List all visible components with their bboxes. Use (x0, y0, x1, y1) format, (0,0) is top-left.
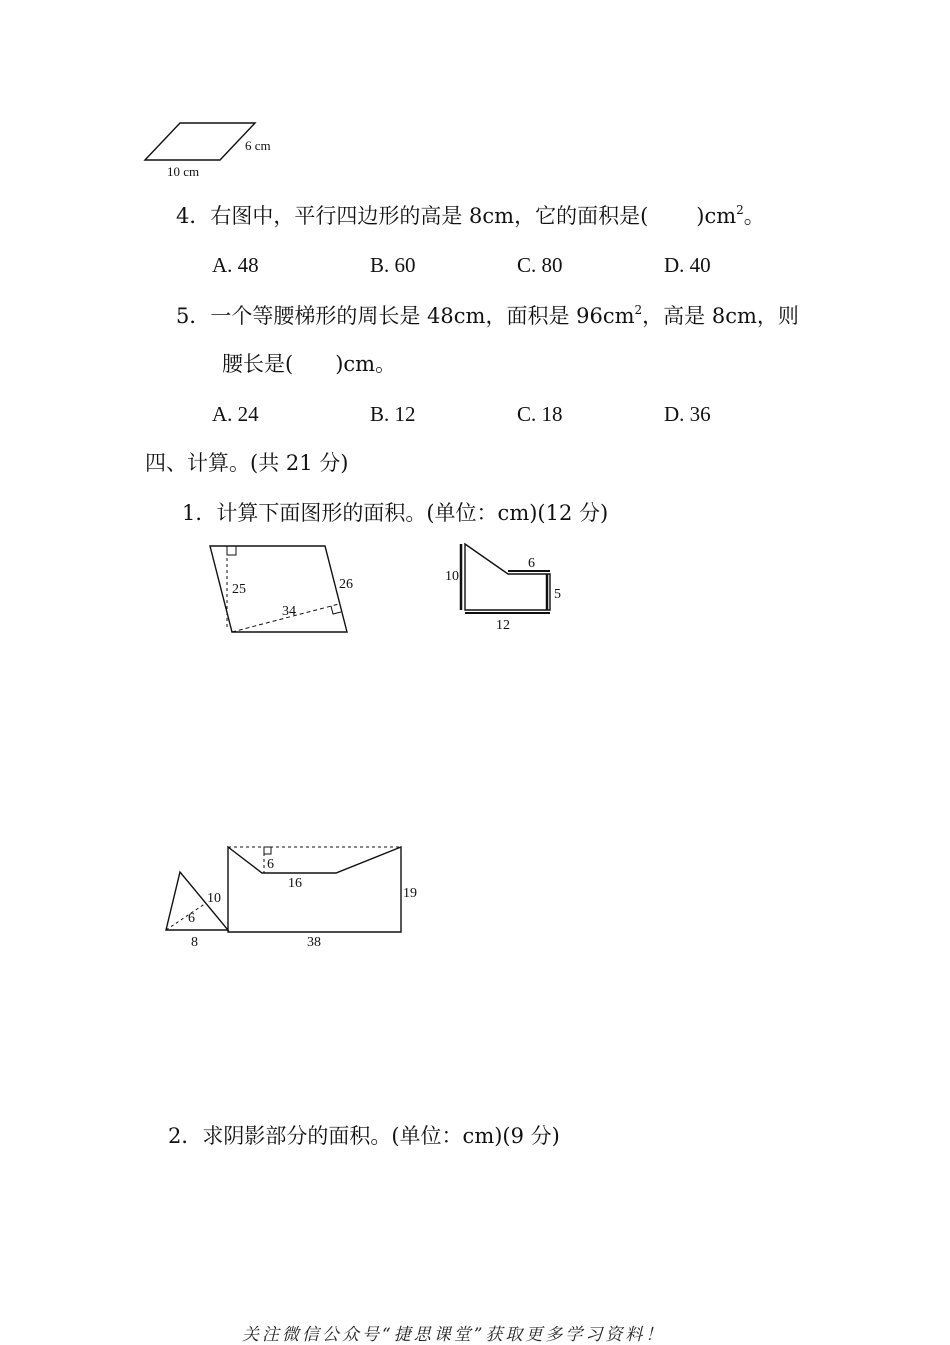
figure-c-notch-width-label: 16 (288, 876, 302, 891)
question-4-number: 4． (176, 204, 211, 228)
q4-option-c: C. 80 (517, 253, 563, 277)
figure-b-top-label: 6 (528, 556, 535, 571)
question-4-unit: )cm (696, 204, 737, 228)
figure-b-bottom-label: 12 (496, 618, 510, 633)
figure-a-shape (210, 546, 347, 632)
figure-a-parallelogram (205, 540, 360, 640)
question-5-line2-before: 腰长是( (222, 352, 294, 376)
figure-c-notch-depth-label: 6 (267, 857, 274, 872)
question-4-text: 右图中，平行四边形的高是 8cm，它的面积是( (210, 204, 649, 228)
figure-b-right-label: 5 (554, 587, 561, 602)
figure-c-tri-base-label: 8 (191, 935, 198, 950)
parallelogram-shape (145, 123, 255, 160)
footer-note: 关注微信公众号“捷思课堂”获取更多学习资料！ (242, 1325, 666, 1345)
q5-option-d: D. 36 (664, 402, 711, 426)
question-5-sup: 2 (634, 303, 643, 317)
figure-b-left-label: 10 (445, 569, 459, 584)
q4-option-a: A. 48 (212, 253, 259, 277)
figure-c-rect-height-label: 19 (403, 886, 417, 901)
question-4-end: 。 (743, 204, 765, 228)
side-label: 6 cm (245, 138, 271, 153)
q5-option-b: B. 12 (370, 402, 416, 426)
question-4 (176, 204, 765, 227)
question-5-line2-after: )cm。 (335, 352, 397, 376)
figure-b-composite (440, 538, 570, 638)
figure-c-notch-right-angle (264, 847, 271, 854)
figure-c-tri-height-label: 6 (188, 911, 195, 926)
section-4-title: 四、计算。(共 21 分) (145, 451, 349, 475)
figure-a-right-angle-top (227, 546, 236, 555)
figure-a-side-label: 26 (339, 577, 353, 592)
base-label: 10 cm (167, 164, 200, 179)
figure-a-height-label: 25 (232, 582, 246, 597)
question-5-text-a: 一个等腰梯形的周长是 48cm，面积是 96cm (210, 304, 635, 328)
question-4-sup: 2 (736, 203, 744, 217)
question-5-text-b: ，高是 8cm，则 (642, 304, 799, 328)
question-5-line1 (176, 304, 799, 327)
figure-b-shape (465, 544, 550, 610)
q4-option-b: B. 60 (370, 253, 416, 277)
question-5-number: 5． (176, 304, 211, 328)
q5-option-a: A. 24 (212, 402, 259, 426)
parallelogram-figure (135, 115, 295, 185)
figure-c-rectangle (228, 847, 401, 932)
figure-c-rect-width-label: 38 (307, 935, 321, 950)
q4-option-d: D. 40 (664, 253, 711, 277)
figure-c-tri-side-label: 10 (207, 891, 221, 906)
task-2-label: 2．求阴影部分的面积。(单位：cm)(9 分) (168, 1124, 560, 1148)
figure-c-composite (160, 838, 430, 953)
q5-option-c: C. 18 (517, 402, 563, 426)
task-1-label: 1．计算下面图形的面积。(单位：cm)(12 分) (182, 501, 609, 525)
figure-a-right-angle-side (331, 606, 341, 614)
figure-a-diag-label: 34 (282, 604, 296, 619)
question-5-line2 (222, 354, 396, 375)
